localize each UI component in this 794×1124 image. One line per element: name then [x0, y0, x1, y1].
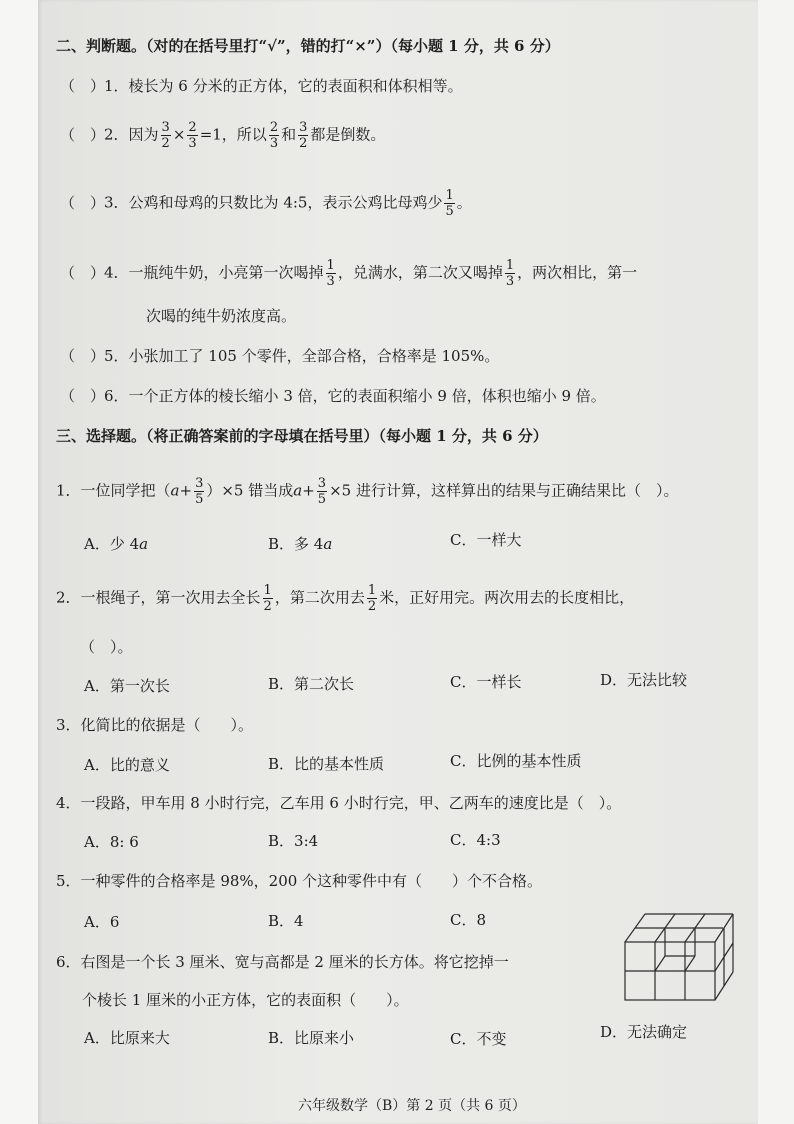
option-c[interactable]: C．不变	[450, 1030, 507, 1048]
fraction: $\frac{1}{5}$	[445, 188, 454, 219]
fraction: $\frac{2}{3}$	[269, 120, 279, 151]
option-b[interactable]: B．比原来小	[268, 1029, 355, 1047]
judge-question-4-continued: 次喝的纯牛奶浓度高。	[146, 307, 297, 325]
option-c[interactable]: C．一样长	[450, 673, 522, 691]
judge-question-2: （ ）2．因为 $\frac{3}{2}$ × $\frac{2}{3}$ =1，所以 $\frac{2}{3}$ 和 $\frac{3}{2}$ 都是倒数。	[60, 120, 386, 151]
scan-margin-left	[0, 0, 38, 1124]
option-c[interactable]: C．4:3	[450, 831, 501, 849]
cuboid-figure	[623, 910, 735, 1002]
section-2-heading: 二、判断题。（对的在括号里打“√”，错的打“×”）（每小题 1 分，共 6 分）	[56, 37, 560, 55]
answer-blank[interactable]: （ ）	[60, 263, 106, 282]
choice-question-5: 5．一种零件的合格率是 98%，200 个这种零件中有（ ）个不合格。	[56, 872, 543, 890]
exam-page	[38, 0, 758, 1124]
choice-question-2: 2．一根绳子，第一次用去全长 $\frac{1}{2}$ ，第二次用去 $\frac{1}{2}$ 米，正好用完。两次用去的长度相比，	[56, 583, 635, 614]
fraction: $\frac{1}{2}$	[367, 583, 377, 614]
judge-question-3: （ ）3．公鸡和母鸡的只数比为 4:5，表示公鸡比母鸡少 $\frac{1}{5}$ 。	[60, 188, 472, 219]
fraction: $\frac{3}{5}$	[195, 476, 204, 507]
option-b[interactable]: B．第二次长	[268, 675, 355, 693]
choice-question-6-continued: 个棱长 1 厘米的小正方体，它的表面积（ ）。	[82, 991, 409, 1009]
fraction: $\frac{3}{2}$	[299, 120, 308, 151]
answer-blank[interactable]: （ ）	[60, 193, 106, 212]
option-a[interactable]: A．比原来大	[84, 1029, 170, 1047]
judge-question-1: （ ）1．棱长为 6 分米的正方体，它的表面积和体积相等。	[60, 77, 463, 95]
section-3-heading: 三、选择题。（将正确答案前的字母填在括号里）（每小题 1 分，共 6 分）	[56, 427, 548, 445]
page-footer: 六年级数学（B）第 2 页（共 6 页）	[298, 1098, 526, 1114]
option-a[interactable]: A．8: 6	[84, 833, 139, 851]
choice-question-1: 1．一位同学把（a+ $\frac{3}{5}$ ）×5 错当成a+ $\frac{3}{5}$ ×5 进行计算，这样算出的结果与正确结果比（ ）。	[56, 476, 679, 507]
fraction: $\frac{1}{2}$	[263, 583, 272, 614]
fraction: $\frac{3}{5}$	[317, 476, 327, 507]
option-a[interactable]: A．第一次长	[84, 677, 170, 695]
option-a[interactable]: A．少 4a	[84, 535, 149, 553]
option-b[interactable]: B．4	[268, 912, 304, 930]
option-d[interactable]: D．无法确定	[600, 1023, 688, 1041]
judge-question-4: （ ）4．一瓶纯牛奶，小亮第一次喝掉 $\frac{1}{3}$ ，兑满水，第二次又喝掉 $\frac{1}{3}$ ，两次相比，第一	[60, 258, 638, 289]
judge-question-6: （ ）6．一个正方体的棱长缩小 3 倍，它的表面积缩小 9 倍，体积也缩小 9 倍。	[60, 387, 606, 405]
option-a[interactable]: A．比的意义	[84, 756, 170, 774]
fraction: $\frac{1}{3}$	[505, 258, 515, 289]
answer-blank[interactable]: （ ）	[60, 347, 106, 365]
choice-question-3: 3．化简比的依据是（ ）。	[56, 716, 254, 734]
fraction: $\frac{2}{3}$	[188, 120, 197, 151]
option-c[interactable]: C．一样大	[450, 531, 522, 549]
option-b[interactable]: B．多 4a	[268, 535, 333, 553]
option-c[interactable]: C．8	[450, 911, 487, 929]
answer-blank[interactable]: （ ）	[60, 387, 106, 405]
fraction: $\frac{3}{2}$	[161, 120, 170, 151]
answer-blank[interactable]: （ ）	[60, 125, 106, 144]
scan-margin-right	[758, 0, 794, 1124]
option-d[interactable]: D．无法比较	[600, 671, 688, 689]
judge-question-5: （ ）5．小张加工了 105 个零件，全部合格，合格率是 105%。	[60, 347, 500, 365]
option-c[interactable]: C．比例的基本性质	[450, 752, 582, 770]
choice-question-4: 4．一段路，甲车用 8 小时行完，乙车用 6 小时行完，甲、乙两车的速度比是（ ）。	[56, 794, 622, 812]
option-b[interactable]: B．比的基本性质	[268, 755, 385, 773]
option-b[interactable]: B．3:4	[268, 832, 319, 850]
answer-blank[interactable]: （ ）。	[80, 638, 133, 656]
option-a[interactable]: A．6	[84, 913, 120, 931]
fraction: $\frac{1}{3}$	[326, 258, 335, 289]
choice-question-6: 6．右图是一个长 3 厘米、宽与高都是 2 厘米的长方体。将它挖掉一	[56, 953, 509, 971]
answer-blank[interactable]: （ ）	[60, 77, 106, 95]
